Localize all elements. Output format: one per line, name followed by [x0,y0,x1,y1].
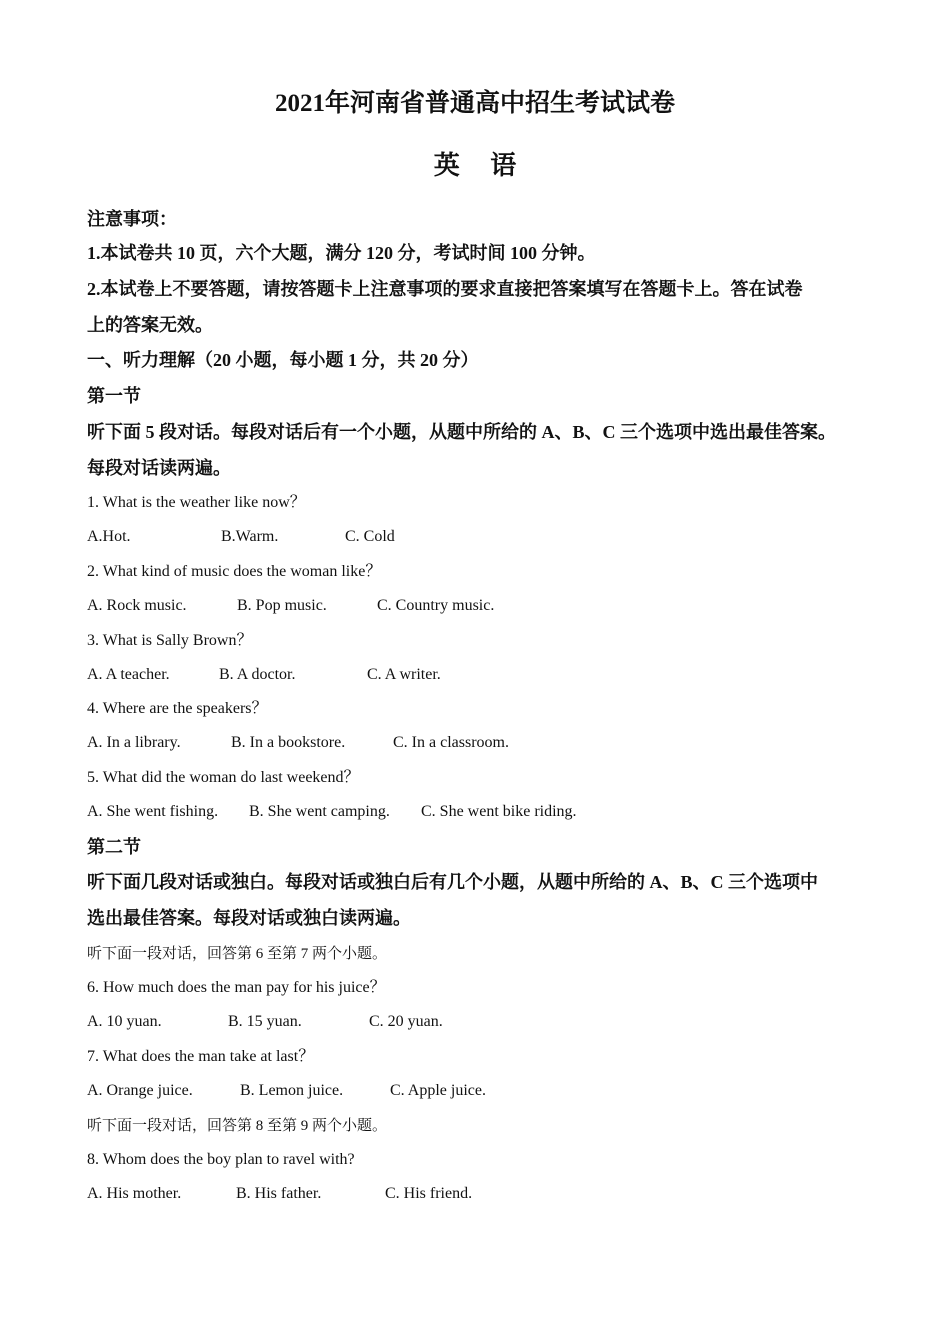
section2-note-1: 听下面一段对话，回答第 6 至第 7 两个小题。 [87,946,388,962]
question-7-option-c: C. Apple juice. [390,1082,486,1099]
question-8-option-c: C. His friend. [385,1185,473,1202]
section2-instruction-line-1: 听下面几段对话或独白。每段对话或独白后有几个小题，从题中所给的 A、B、C 三个选项中 [87,872,818,892]
question-5-option-c: C. She went bike riding. [421,803,577,820]
question-1-option-c: C. Cold [345,528,395,545]
question-2: 2. What kind of music does the woman like？ [87,563,382,580]
section1-instruction-line-1: 听下面 5 段对话。每段对话后有一个小题，从题中所给的 A、B、C 三个选项中选出最佳答案。 [87,422,836,442]
section1-title: 第一节 [87,386,141,406]
question-8-option-a: A. His mother. [87,1185,182,1202]
question-6-option-a: A. 10 yuan. [87,1013,162,1030]
question-1-option-b: B.Warm. [221,528,279,545]
notes-item-1: 1.本试卷共 10 页，六个大题，满分 120 分，考试时间 100 分钟。 [87,243,596,263]
question-4: 4. Where are the speakers？ [87,700,268,717]
question-6: 6. How much does the man pay for his juice？ [87,979,386,996]
exam-title: 2021年河南省普通高中招生考试试卷 [274,90,675,117]
section2-note-2: 听下面一段对话，回答第 8 至第 9 两个小题。 [87,1118,388,1134]
section2-instruction-line-2: 选出最佳答案。每段对话或独白读两遍。 [87,908,411,928]
question-1: 1. What is the weather like now？ [87,494,306,511]
subject-title: 英 语 [433,151,529,180]
question-5-option-a: A. She went fishing. [87,803,219,820]
question-2-option-a: A. Rock music. [87,597,187,614]
question-7-option-a: A. Orange juice. [87,1082,193,1099]
section2-title: 第二节 [87,837,141,857]
question-2-option-c: C. Country music. [377,597,495,614]
question-3-option-a: A. A teacher. [87,666,170,683]
notes-heading: 注意事项： [87,209,177,229]
question-4-option-c: C. In a classroom. [393,734,509,751]
notes-item-2-line-1: 2.本试卷上不要答题，请按答题卡上注意事项的要求直接把答案填写在答题卡上。答在试卷 [87,279,803,299]
question-7-option-b: B. Lemon juice. [240,1082,344,1099]
part1-heading: 一、听力理解（20 小题，每小题 1 分，共 20 分） [87,350,479,370]
question-2-option-b: B. Pop music. [237,597,327,614]
notes-item-2-line-2: 上的答案无效。 [87,315,213,335]
question-4-option-b: B. In a bookstore. [231,734,346,751]
section1-instruction-line-2: 每段对话读两遍。 [87,458,231,478]
question-7: 7. What does the man take at last？ [87,1048,315,1065]
question-5-option-b: B. She went camping. [249,803,390,820]
question-1-option-a: A.Hot. [87,528,131,545]
question-8: 8. Whom does the boy plan to ravel with? [87,1151,355,1168]
question-4-option-a: A. In a library. [87,734,181,751]
question-6-option-c: C. 20 yuan. [369,1013,443,1030]
question-8-option-b: B. His father. [236,1185,322,1202]
question-6-option-b: B. 15 yuan. [228,1013,302,1030]
question-3: 3. What is Sally Brown？ [87,632,253,649]
question-5: 5. What did the woman do last weekend？ [87,769,360,786]
question-3-option-c: C. A writer. [367,666,441,683]
question-3-option-b: B. A doctor. [219,666,296,683]
